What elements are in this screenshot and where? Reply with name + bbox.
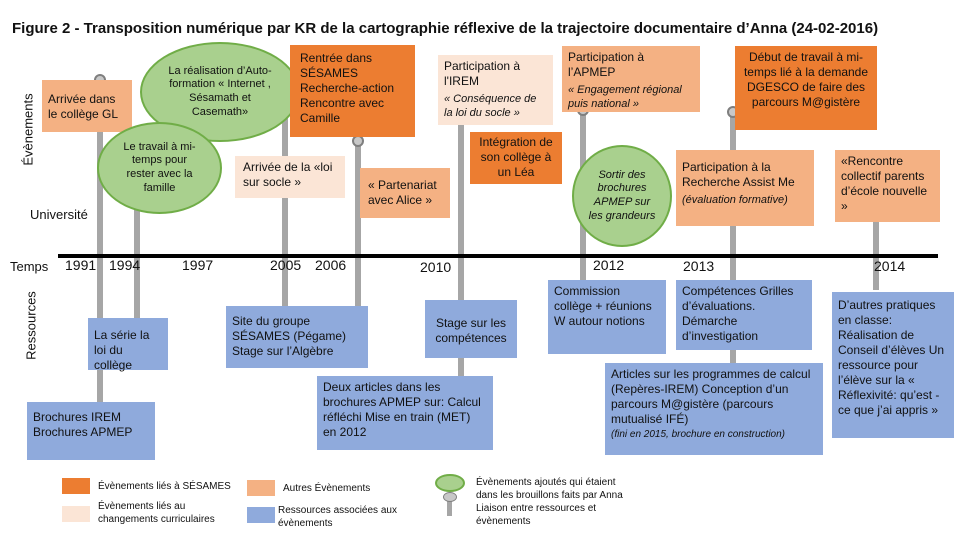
year-1997: 1997	[182, 257, 214, 273]
events-row-label: Évènements	[20, 93, 36, 166]
resource-site-sesames: Site du groupe SÉSAMES (Pégame) Stage sur l’Algèbre	[226, 306, 368, 368]
event-rentree-sesames	[290, 45, 415, 137]
event-collectif-parents: «Rencontre collectif parents d’école nouvelle »	[835, 150, 940, 222]
legend-swatch-curriculaires	[62, 506, 90, 522]
event-arrivee-college: Arrivée dans le collège GL	[42, 80, 132, 132]
resource-articles-apmep: Deux articles dans les brochures APMEP sur: Calcul réfléchi Mise en train (MET) en 2012	[317, 376, 493, 450]
resource-stage-competences: Stage sur les compétences	[425, 300, 517, 358]
event-apmep-title: Participation à l’APMEP	[568, 50, 645, 79]
resource-programmes-sub: (fini en 2015, brochure en construction)	[611, 429, 785, 440]
event-irem-sub: « Conséquence de la loi du socle »	[444, 93, 537, 119]
legend-swatch-ajoutes	[432, 474, 468, 516]
event-integration: Intégration de son collège à un Léa	[470, 132, 562, 184]
event-apmep	[562, 46, 700, 112]
event-sortir-brochures: Sortir des brochures APMEP sur les grandeurs	[572, 145, 672, 247]
event-recherche-sub: (évaluation formative)	[682, 194, 788, 206]
resource-programmes-title: Articles sur les programmes de calcul (Repères-IREM) Conception d’un parcours M@gistère (parcours mutualisé IFÉ)	[611, 367, 811, 426]
event-autoformation: La réalisation d’Auto-formation « Internet , Sésamath et Casemath»	[140, 42, 300, 142]
legend-swatch-ressources	[247, 507, 275, 523]
resource-programmes-calcul	[605, 363, 823, 455]
event-irem	[438, 55, 553, 125]
year-2012: 2012	[593, 257, 625, 273]
resource-autres-pratiques: D’autres pratiques en classe: Réalisation de Conseil d’élèves Un ressource pour l’élève sur la « Réflexivité: qu’est -ce que j’ai appris »	[832, 292, 954, 438]
resource-commission-college: Commission collège + réunions W autour notions	[548, 280, 666, 354]
event-irem-title: Participation à l'IREM	[444, 59, 521, 88]
year-2014: 2014	[874, 258, 906, 274]
event-partenariat: « Partenariat avec Alice »	[360, 168, 450, 218]
resources-row-label: Ressources	[23, 291, 39, 360]
event-rentree-sesames-text: Rentrée dans SÉSAMES Recherche-action Rencontre avec Camille	[300, 51, 395, 125]
year-2005: 2005	[270, 257, 302, 273]
year-2006: 2006	[315, 257, 347, 273]
year-2010: 2010	[420, 259, 452, 275]
legend-swatch-autres	[247, 480, 275, 496]
university-label: Université	[30, 207, 88, 222]
year-1991: 1991	[65, 257, 97, 273]
resource-serie-loi: La série la loi du collège	[88, 318, 168, 370]
legend-label-autres: Autres Évènements	[283, 483, 371, 494]
event-recherche-title: Participation à la Recherche Assist Me	[682, 160, 795, 189]
event-recherche	[676, 150, 814, 226]
legend-label-curriculaires: Évènements liés au changements curriculaires	[98, 501, 215, 525]
legend-label-sesames: Évènements liés à SÉSAMES	[98, 481, 231, 492]
time-row-label: Temps	[10, 259, 49, 274]
legend-label-ressources: Ressources associées aux évènements	[278, 505, 397, 529]
resource-competences: Compétences Grilles d’évaluations. Démarche d’investigation	[676, 280, 812, 350]
event-debut-magistere: Début de travail à mi-temps lié à la demande DGESCO de faire des parcours M@gistère	[735, 46, 877, 130]
event-apmep-sub: « Engagement régional puis national »	[568, 84, 682, 110]
legend-label-ajoutes: Évènements ajoutés qui étaient dans les brouillons faits par Anna Liaison entre ressources et évènements	[476, 477, 623, 527]
year-1994: 1994	[109, 257, 141, 273]
event-loi-socle: Arrivée de la «loi sur socle »	[235, 156, 345, 198]
resource-brochures: Brochures IREM Brochures APMEP	[27, 402, 155, 460]
year-2013: 2013	[683, 258, 715, 274]
event-mi-temps: Le travail à mi-temps pour rester avec la famille	[97, 122, 222, 214]
figure-title: Figure 2 - Transposition numérique par KR de la cartographie réflexive de la trajectoire documentaire d’Anna (24-02-2016)	[12, 20, 879, 37]
legend-swatch-sesames	[62, 478, 90, 494]
